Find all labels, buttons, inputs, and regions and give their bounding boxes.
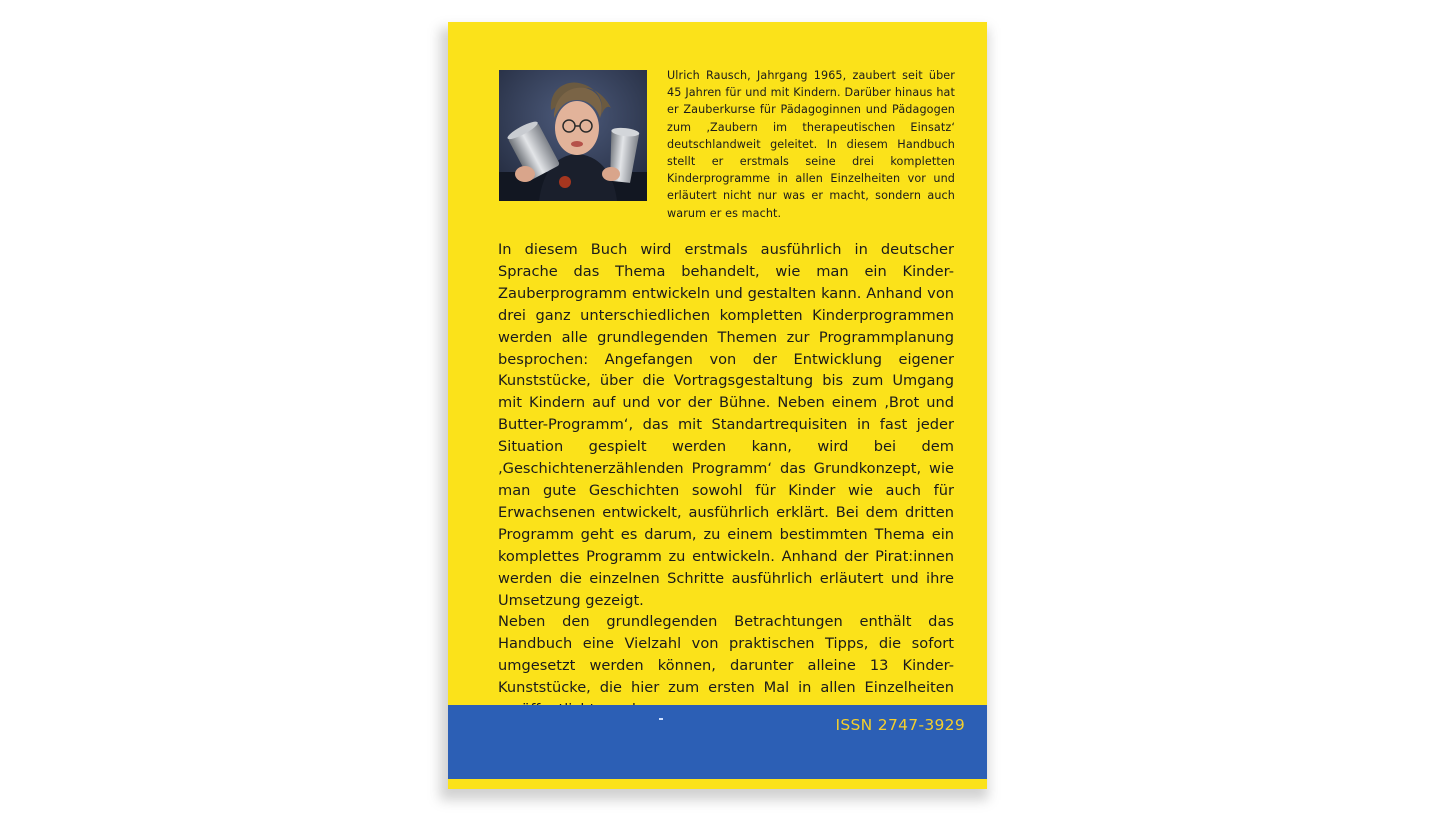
author-bio: Ulrich Rausch, Jahrgang 1965, zaubert seit über 45 Jahren für und mit Kindern. Darüber hinaus hat er Zauberkurse für Pädagoginnen und Pädagogen zum ‚Zaubern im therapeutischen Einsatz‘ deutschlandweit geleitet. In diesem Handbuch stellt er erstmals seine drei kompletten Kinderprogramme in allen Einzelheiten vor und erläutert nicht nur was er macht, sondern auch warum er es macht. [667,69,955,220]
footer-band [448,705,987,779]
issn-number: ISSN 2747-3929 [835,716,965,734]
book-description [498,239,954,721]
author-photo [499,70,647,201]
band-mark [659,718,663,720]
description-paragraph-1: In diesem Buch wird erstmals ausführlich in deutscher Sprache das Thema behandelt, wie man ein Kinder-Zauberprogramm entwickeln und gestalten kann. Anhand von drei ganz unterschiedlichen kompletten Kinderprogrammen werden alle grundlegenden Themen zur Programmplanung besprochen: Angefangen von der Entwicklung eigener Kunststücke, über die Vortragsgestaltung bis zum Umgang mit Kindern auf und vor der Bühne. Neben einem ‚Brot und Butter-Programm‘, das mit Standartrequisiten in fast jeder Situation gespielt werden kann, wird bei dem ‚Geschichtenerzählenden Programm‘ das Grundkonzept, wie man gute Geschichten sowohl für Kinder wie auch für Erwachsenen entwickelt, ausführlich erklärt. Bei dem dritten Programm geht es darum, zu einem bestimmten Thema ein komplettes Programm zu entwickeln. Anhand der Pirat:innen werden die einzelnen Schritte ausführlich erläutert und ihre Umsetzung gezeigt. [498,241,954,609]
book-back-cover [448,22,987,789]
description-paragraph-2: Neben den grundlegenden Betrachtungen enthält das Handbuch eine Vielzahl von praktischen Tipps, die sofort umgesetzt werden können, darunter alleine 13 Kinder-Kunststücke, die hier zum ersten Mal in allen Einzelheiten [498,613,954,697]
author-photo-image [499,70,647,201]
